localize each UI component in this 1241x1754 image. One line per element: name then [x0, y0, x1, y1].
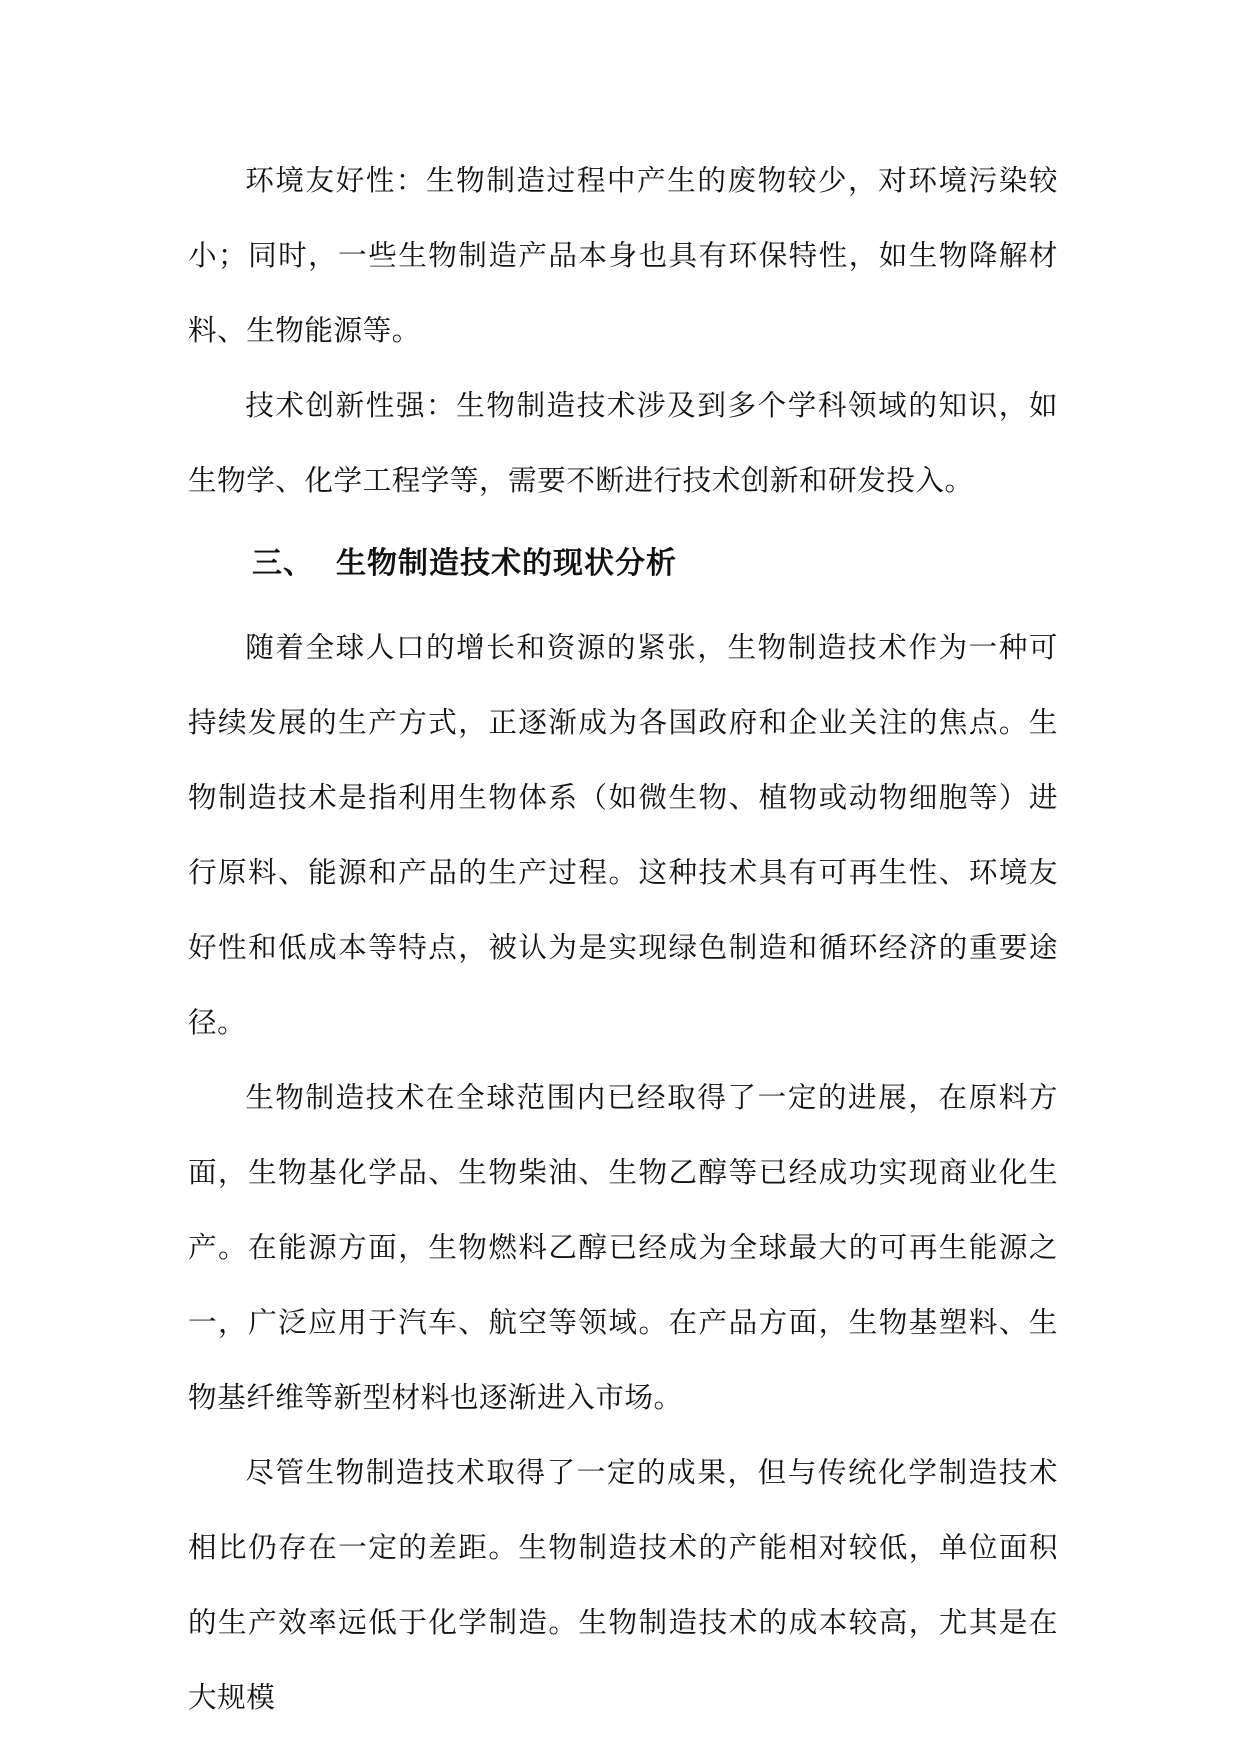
paragraph-technical-innovation: 技术创新性强：生物制造技术涉及到多个学科领域的知识，如生物学、化学工程学等，需要不断进行技术创新和研发投入。 — [188, 388, 1058, 497]
section-title: 生物制造技术的现状分析 — [336, 546, 677, 581]
section-number: 三、 — [252, 546, 314, 581]
paragraph-gap-analysis: 尽管生物制造技术取得了一定的成果，但与传统化学制造技术相比仍存在一定的差距。生物制造技术的产能相对较低，单位面积的生产效率远低于化学制造。生物制造技术的成本较高，尤其是在大规模 — [188, 1455, 1058, 1714]
section-heading — [188, 518, 1058, 610]
document-body — [188, 143, 1058, 1735]
paragraph-environmental-friendliness: 环境友好性：生物制造过程中产生的废物较少，对环境污染较小；同时，一些生物制造产品本身也具有环保特性，如生物降解材料、生物能源等。 — [188, 163, 1058, 347]
paragraph-background: 随着全球人口的增长和资源的紧张，生物制造技术作为一种可持续发展的生产方式，正逐渐成为各国政府和企业关注的焦点。生物制造技术是指利用生物体系（如微生物、植物或动物细胞等）进行原料、能源和产品的生产过程。这种技术具有可再生性、环境友好性和低成本等特点，被认为是实现绿色制造和循环经济的重要途径。 — [188, 630, 1058, 1039]
paragraph-global-progress: 生物制造技术在全球范围内已经取得了一定的进展，在原料方面，生物基化学品、生物柴油、生物乙醇等已经成功实现商业化生产。在能源方面，生物燃料乙醇已经成为全球最大的可再生能源之一，广泛应用于汽车、航空等领域。在产品方面，生物基塑料、生物基纤维等新型材料也逐渐进入市场。 — [188, 1080, 1058, 1414]
